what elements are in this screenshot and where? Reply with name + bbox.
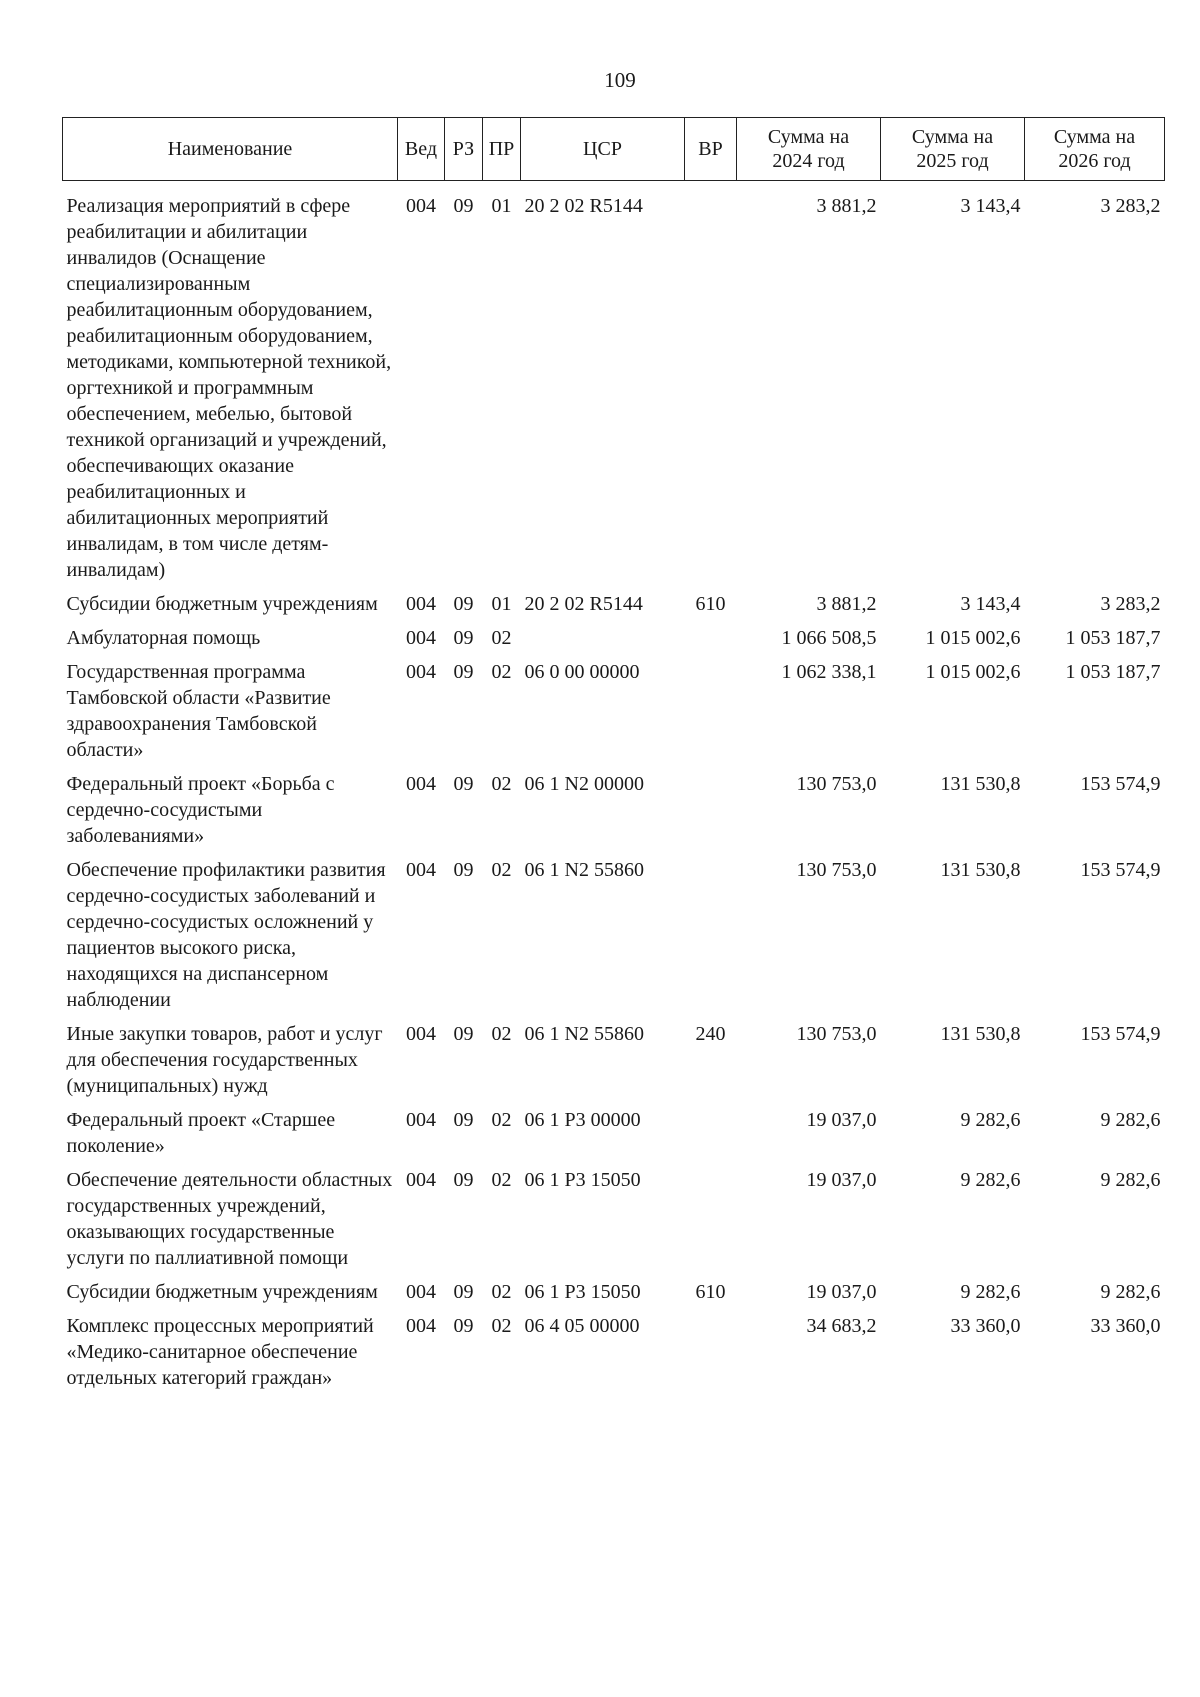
- table-row: [63, 1313, 1165, 1399]
- cell-vr: [685, 181, 737, 592]
- cell-rz: 09: [453, 1315, 474, 1337]
- cell-sum-2024: 1 066 508,5: [781, 627, 877, 649]
- cell-sum-2024: 130 753,0: [796, 859, 877, 881]
- cell-rz: 09: [453, 195, 474, 217]
- header-sum-2024-line1: Сумма на: [767, 126, 850, 148]
- cell-sum-2026: 153 574,9: [1080, 773, 1161, 795]
- cell-ved: 004: [406, 593, 436, 615]
- cell-name: Федеральный проект «Борьба с сердечно-сосудистыми заболеваниями»: [66, 773, 335, 847]
- cell-sum-2025: 131 530,8: [940, 1023, 1021, 1045]
- cell-csr: 06 1 P3 15050: [524, 1281, 641, 1303]
- cell-vr: [685, 625, 737, 659]
- cell-sum-2024: 34 683,2: [806, 1315, 877, 1337]
- cell-name: Субсидии бюджетным учреждениям: [66, 1281, 378, 1303]
- cell-sum-2026: 1 053 187,7: [1065, 627, 1161, 649]
- cell-ved: 004: [406, 661, 436, 683]
- cell-sum-2025: 33 360,0: [950, 1315, 1021, 1337]
- cell-sum-2026: 33 360,0: [1090, 1315, 1161, 1337]
- cell-name: Обеспечение деятельности областных государственных учреждений, оказывающих государственные услуги по паллиативной помощи: [66, 1169, 393, 1269]
- table-row: [63, 1167, 1165, 1279]
- cell-vr: 610: [695, 593, 726, 615]
- cell-pr: 02: [491, 661, 512, 683]
- cell-name: Обеспечение профилактики развития сердечно-сосудистых заболеваний и сердечно-сосудистых осложнений у пациентов высокого риска, находящихся на диспансерном наблюдении: [66, 859, 386, 1011]
- cell-sum-2026: 3 283,2: [1100, 195, 1161, 217]
- cell-pr: 02: [491, 1169, 512, 1191]
- cell-csr: 20 2 02 R5144: [524, 195, 643, 217]
- cell-ved: 004: [406, 1023, 436, 1045]
- header-pr: ПР: [483, 118, 521, 181]
- header-sum-2024-line2: 2024 год: [772, 150, 845, 172]
- cell-pr: 02: [491, 1281, 512, 1303]
- cell-name: Иные закупки товаров, работ и услуг для обеспечения государственных (муниципальных) нужд: [66, 1023, 383, 1097]
- cell-csr: 06 1 P3 00000: [524, 1109, 641, 1131]
- cell-pr: 02: [491, 1109, 512, 1131]
- cell-name: Амбулаторная помощь: [66, 627, 261, 649]
- cell-sum-2026: 153 574,9: [1080, 859, 1161, 881]
- cell-rz: 09: [453, 661, 474, 683]
- header-csr: ЦСР: [521, 118, 685, 181]
- cell-csr: 06 1 P3 15050: [524, 1169, 641, 1191]
- table-row: [63, 625, 1165, 659]
- cell-name: Реализация мероприятий в сфере реабилитации и абилитации инвалидов (Оснащение специализированным реабилитационным оборудованием, реабилитационным оборудованием, методиками, компьютерной техникой, оргтехникой и программным обеспечением, мебелью, бытовой техникой организаций и учреждений, обеспечивающих оказание реабилитационных и абилитационных мероприятий инвалидам, в том числе детям-инвалидам): [66, 195, 392, 581]
- cell-sum-2024: 1 062 338,1: [781, 661, 877, 683]
- cell-pr: 02: [491, 773, 512, 795]
- cell-sum-2024: 130 753,0: [796, 1023, 877, 1045]
- cell-sum-2025: 131 530,8: [940, 773, 1021, 795]
- cell-pr: 01: [491, 593, 512, 615]
- cell-ved: 004: [406, 195, 436, 217]
- cell-rz: 09: [453, 1023, 474, 1045]
- cell-sum-2025: 9 282,6: [960, 1109, 1021, 1131]
- cell-sum-2026: 153 574,9: [1080, 1023, 1161, 1045]
- table-row: [63, 1279, 1165, 1313]
- cell-vr: [685, 1313, 737, 1399]
- cell-vr: 610: [695, 1281, 726, 1303]
- cell-csr: 06 1 N2 55860: [524, 859, 644, 881]
- table-header: [63, 118, 1165, 181]
- cell-name: Федеральный проект «Старшее поколение»: [66, 1109, 336, 1157]
- cell-ved: 004: [406, 1315, 436, 1337]
- cell-sum-2025: 9 282,6: [960, 1169, 1021, 1191]
- cell-csr: 20 2 02 R5144: [524, 593, 643, 615]
- table-row: [63, 591, 1165, 625]
- cell-csr: 06 1 N2 00000: [524, 773, 644, 795]
- cell-sum-2024: 3 881,2: [816, 593, 877, 615]
- header-rz: РЗ: [445, 118, 483, 181]
- cell-csr: [521, 625, 685, 659]
- cell-sum-2024: 19 037,0: [806, 1109, 877, 1131]
- cell-sum-2026: 9 282,6: [1100, 1169, 1161, 1191]
- header-name: Наименование: [63, 118, 398, 181]
- cell-name: Государственная программа Тамбовской области «Развитие здравоохранения Тамбовской области»: [66, 661, 331, 761]
- page-number: 109: [604, 68, 636, 92]
- cell-ved: 004: [406, 1169, 436, 1191]
- cell-rz: 09: [453, 773, 474, 795]
- cell-csr: 06 0 00 00000: [524, 661, 640, 683]
- cell-ved: 004: [406, 1109, 436, 1131]
- header-vr: ВР: [685, 118, 737, 181]
- cell-sum-2024: 19 037,0: [806, 1281, 877, 1303]
- header-sum-2026: [1025, 118, 1165, 181]
- cell-sum-2026: 9 282,6: [1100, 1109, 1161, 1131]
- cell-rz: 09: [453, 593, 474, 615]
- header-sum-2025: [881, 118, 1025, 181]
- table-row: [63, 181, 1165, 592]
- budget-table: [62, 117, 1165, 1399]
- cell-name: Субсидии бюджетным учреждениям: [66, 593, 378, 615]
- cell-sum-2025: 1 015 002,6: [925, 627, 1021, 649]
- cell-vr: [685, 1107, 737, 1167]
- cell-sum-2026: 1 053 187,7: [1065, 661, 1161, 683]
- cell-sum-2025: 3 143,4: [960, 195, 1021, 217]
- table-row: [63, 857, 1165, 1021]
- cell-csr: 06 4 05 00000: [524, 1315, 640, 1337]
- cell-vr: [685, 659, 737, 771]
- header-sum-2026-line2: 2026 год: [1058, 150, 1131, 172]
- table-row: [63, 771, 1165, 857]
- header-sum-2024: [737, 118, 881, 181]
- cell-sum-2025: 3 143,4: [960, 593, 1021, 615]
- cell-vr: [685, 771, 737, 857]
- cell-sum-2026: 9 282,6: [1100, 1281, 1161, 1303]
- cell-sum-2025: 9 282,6: [960, 1281, 1021, 1303]
- cell-rz: 09: [453, 627, 474, 649]
- header-sum-2025-line2: 2025 год: [916, 150, 989, 172]
- cell-pr: 02: [491, 1315, 512, 1337]
- cell-csr: 06 1 N2 55860: [524, 1023, 644, 1045]
- cell-vr: [685, 1167, 737, 1279]
- cell-sum-2026: 3 283,2: [1100, 593, 1161, 615]
- cell-sum-2024: 19 037,0: [806, 1169, 877, 1191]
- cell-vr: [685, 857, 737, 1021]
- cell-pr: 02: [491, 627, 512, 649]
- cell-pr: 02: [491, 859, 512, 881]
- cell-sum-2024: 3 881,2: [816, 195, 877, 217]
- cell-rz: 09: [453, 1281, 474, 1303]
- cell-sum-2024: 130 753,0: [796, 773, 877, 795]
- cell-ved: 004: [406, 859, 436, 881]
- cell-sum-2025: 1 015 002,6: [925, 661, 1021, 683]
- cell-sum-2025: 131 530,8: [940, 859, 1021, 881]
- table-row: [63, 659, 1165, 771]
- header-sum-2026-line1: Сумма на: [1053, 126, 1136, 148]
- cell-name: Комплекс процессных мероприятий «Медико-санитарное обеспечение отдельных категорий граждан»: [66, 1315, 374, 1389]
- cell-pr: 02: [491, 1023, 512, 1045]
- header-sum-2025-line1: Сумма на: [911, 126, 994, 148]
- table-row: [63, 1107, 1165, 1167]
- cell-ved: 004: [406, 1281, 436, 1303]
- cell-pr: 01: [491, 195, 512, 217]
- cell-ved: 004: [406, 773, 436, 795]
- cell-rz: 09: [453, 1169, 474, 1191]
- cell-rz: 09: [453, 859, 474, 881]
- header-ved: Вед: [398, 118, 445, 181]
- table-row: [63, 1021, 1165, 1107]
- table-body: [63, 181, 1165, 1400]
- cell-rz: 09: [453, 1109, 474, 1131]
- cell-ved: 004: [406, 627, 436, 649]
- cell-vr: 240: [695, 1023, 726, 1045]
